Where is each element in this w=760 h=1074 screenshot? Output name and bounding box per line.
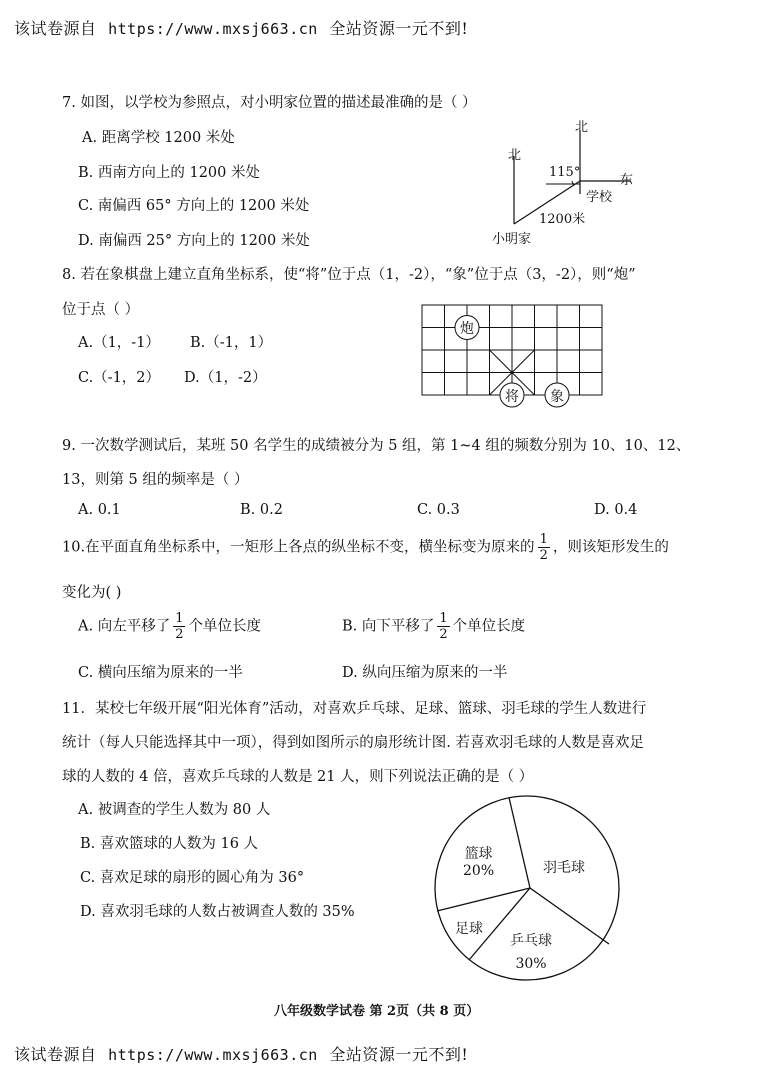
q11-option-a: A. 被调查的学生人数为 80 人 xyxy=(78,802,271,818)
q7-distance-label: 1200米 xyxy=(539,212,586,227)
q9-option-a: A. 0.1 xyxy=(78,502,121,518)
q7-option-d: D. 南偏西 25° 方向上的 1200 米处 xyxy=(78,233,310,249)
q8-option-a: A.（1，-1） xyxy=(78,335,160,351)
q10-option-a-post: 个单位长度 xyxy=(188,618,261,635)
q7-option-b: B. 西南方向上的 1200 米处 xyxy=(78,165,260,181)
q7-school-label: 学校 xyxy=(586,190,613,205)
watermark-suffix: 全站资源一元不到! xyxy=(329,19,469,38)
watermark-prefix: 该试卷源自 xyxy=(14,1045,97,1064)
top-watermark xyxy=(14,16,468,39)
q7-option-c: C. 南偏西 65° 方向上的 1200 米处 xyxy=(78,198,310,214)
q11-stem-line1: 11．某校七年级开展“阳光体育”活动，对喜欢乒乓球、足球、篮球、羽毛球的学生人数进行 xyxy=(62,701,647,717)
q9-stem-line2: 13，则第 5 组的频率是（ ） xyxy=(62,472,249,488)
fraction-denominator: 2 xyxy=(539,548,548,563)
q7-option-a: A. 距离学校 1200 米处 xyxy=(82,130,235,146)
fraction-one-half xyxy=(538,533,550,562)
q8-option-c: C.（-1，2） xyxy=(78,370,161,386)
pie-label-football: 足球 xyxy=(455,921,483,937)
page-footer: 八年级数学试卷 第 2页（共 8 页） xyxy=(274,1004,480,1019)
watermark-url: https://www.mxsj663.cn xyxy=(108,20,318,38)
q7-east-label: 东 xyxy=(620,173,634,188)
piece-jiang: 将 xyxy=(505,389,519,405)
pie-label-badminton: 羽毛球 xyxy=(543,860,585,876)
q9-option-b: B. 0.2 xyxy=(240,502,283,518)
fraction-numerator: 1 xyxy=(439,611,448,626)
q7-stem: 7. 如图，以学校为参照点，对小明家位置的描述最准确的是（ ） xyxy=(62,95,477,111)
q11-stem-line2: 统计（每人只能选择其中一项），得到如图所示的扇形统计图. 若喜欢羽毛球的人数是喜欢足 xyxy=(62,735,644,751)
q10-option-b-pre: B. 向下平移了 xyxy=(342,618,435,635)
q11-option-b: B. 喜欢篮球的人数为 16 人 xyxy=(80,836,259,852)
pie-label-basketball xyxy=(463,843,494,879)
pie-label-table-tennis-value: 30% xyxy=(515,956,547,972)
q8-option-d: D.（1，-2） xyxy=(184,370,267,386)
pie-slice-divider xyxy=(437,888,530,911)
q10-option-b-post: 个单位长度 xyxy=(452,618,526,635)
q10-stem-line2: 变化为( ) xyxy=(62,585,122,601)
q8-stem-line1: 8. 若在象棋盘上建立直角坐标系，使“将”位于点（1，-2），“象”位于点（3，-2），则“炮” xyxy=(62,267,636,283)
q7-north-left-label: 北 xyxy=(508,148,522,163)
watermark-prefix: 该试卷源自 xyxy=(14,19,97,38)
q8-option-b: B.（-1，1） xyxy=(190,335,273,351)
q10-stem-b: ，则该矩形发生的 xyxy=(552,539,669,556)
bottom-watermark xyxy=(14,1042,468,1065)
fraction-denominator: 2 xyxy=(175,627,184,642)
fraction-numerator: 1 xyxy=(175,611,184,626)
q10-option-d: D. 纵向压缩为原来的一半 xyxy=(342,665,508,681)
watermark-url: https://www.mxsj663.cn xyxy=(108,1046,318,1064)
fraction-denominator: 2 xyxy=(439,627,448,642)
q11-option-c: C. 喜欢足球的扇形的圆心角为 36° xyxy=(80,870,305,886)
pie-label-basketball-name: 篮球 xyxy=(464,846,493,862)
q7-north-top-label: 北 xyxy=(575,120,589,135)
pie-label-table-tennis xyxy=(510,930,552,972)
q10-option-b xyxy=(342,612,525,641)
piece-xiang: 象 xyxy=(550,389,564,405)
q9-option-d: D. 0.4 xyxy=(594,502,638,518)
q10-stem-a: 10.在平面直角坐标系中，一矩形上各点的纵坐标不变，横坐标变为原来的 xyxy=(62,539,535,556)
pie-label-basketball-value: 20% xyxy=(463,863,495,879)
fraction-numerator: 1 xyxy=(539,532,548,547)
q11-option-d: D. 喜欢羽毛球的人数占被调查人数的 35% xyxy=(80,904,355,920)
q8-stem-line2: 位于点（ ） xyxy=(62,302,140,318)
watermark-suffix: 全站资源一元不到! xyxy=(329,1045,469,1064)
q10-option-c: C. 横向压缩为原来的一半 xyxy=(78,665,243,681)
pie-label-table-tennis-name: 乒乓球 xyxy=(510,933,552,949)
fraction-one-half xyxy=(173,612,185,641)
q11-stem-line3: 球的人数的 4 倍，喜欢乒乓球的人数是 21 人，则下列说法正确的是（ ） xyxy=(62,769,534,785)
q7-home-label: 小明家 xyxy=(492,232,532,247)
q9-stem-line1: 9. 一次数学测试后，某班 50 名学生的成绩被分为 5 组，第 1~4 组的频数分别为 10、10、12、 xyxy=(62,438,691,454)
q9-option-c: C. 0.3 xyxy=(417,502,460,518)
q10-option-a xyxy=(78,612,261,641)
q10-stem-line1 xyxy=(62,533,669,562)
pie-slice-divider xyxy=(509,798,530,889)
piece-pao: 炮 xyxy=(460,321,474,337)
fraction-one-half xyxy=(437,612,449,641)
q7-angle-label: 115° xyxy=(549,165,581,180)
q10-option-a-pre: A. 向左平移了 xyxy=(78,618,171,635)
